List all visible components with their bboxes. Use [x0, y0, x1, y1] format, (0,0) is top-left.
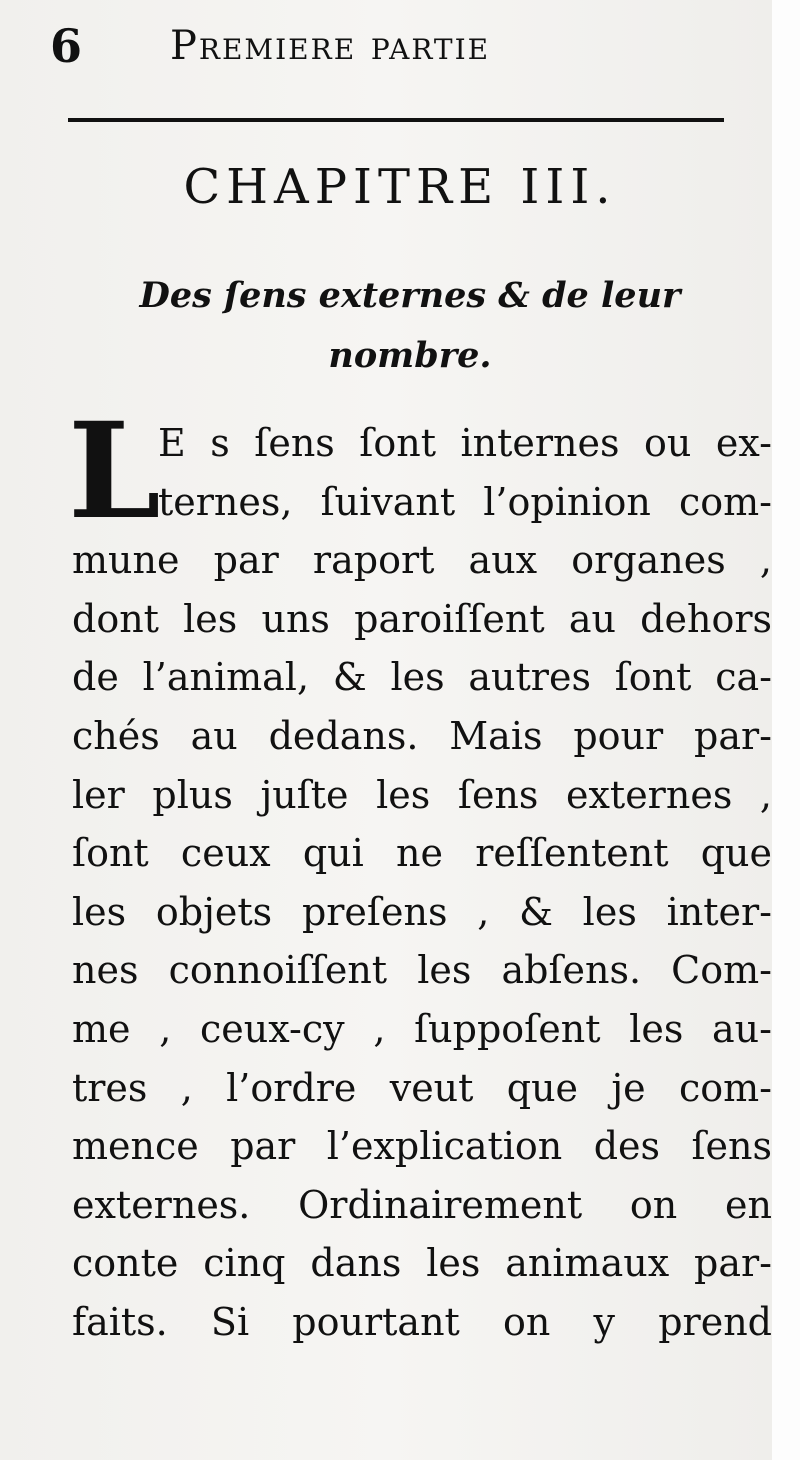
page-number: 6: [50, 19, 83, 73]
text-line: externes. Ordinairement on en: [72, 1182, 772, 1227]
page-edge-margin: [772, 0, 800, 1460]
header-rule: [68, 118, 724, 122]
text-line: de l’animal, & les autres ſont ca-: [72, 655, 772, 700]
chapter-subtitle-line: nombre.: [328, 335, 492, 376]
running-title: Premiere partie: [170, 23, 491, 69]
text-line: les objets preſens , & les inter-: [72, 889, 772, 934]
text-line: E s ſens ſont internes ou ex-: [158, 421, 772, 465]
text-line: nes connoiſſent les abſens. Com-: [72, 948, 772, 993]
text-line: conte cinq dans les animaux par-: [72, 1241, 772, 1286]
chapter-subtitle-line: Des ſens externes & de leur: [139, 275, 681, 316]
text-line: tres , l’ordre veut que je com-: [72, 1065, 772, 1110]
chapter-heading: CHAPITRE III.: [183, 159, 617, 215]
text-line: dont les uns paroiſſent au dehors: [72, 596, 772, 641]
drop-cap-initial: L: [68, 394, 161, 549]
running-head: [50, 16, 740, 76]
chapter-subtitle: [90, 266, 730, 386]
text-line: me , ceux-cy , ſuppoſent les au-: [72, 1006, 772, 1051]
text-line: ternes, ſuivant l’opinion com-: [158, 479, 772, 524]
text-line: mence par l’explication des ſens: [72, 1124, 772, 1169]
body-text: [72, 414, 772, 1352]
text-line: ler plus juſte les ſens externes ,: [72, 772, 772, 817]
text-line: mune par raport aux organes ,: [72, 538, 772, 583]
text-line: chés au dedans. Mais pour par-: [72, 713, 772, 758]
text-line: ſont ceux qui ne reſſentent que: [72, 831, 772, 876]
text-line: faits. Si pourtant on y prend: [72, 1299, 772, 1344]
